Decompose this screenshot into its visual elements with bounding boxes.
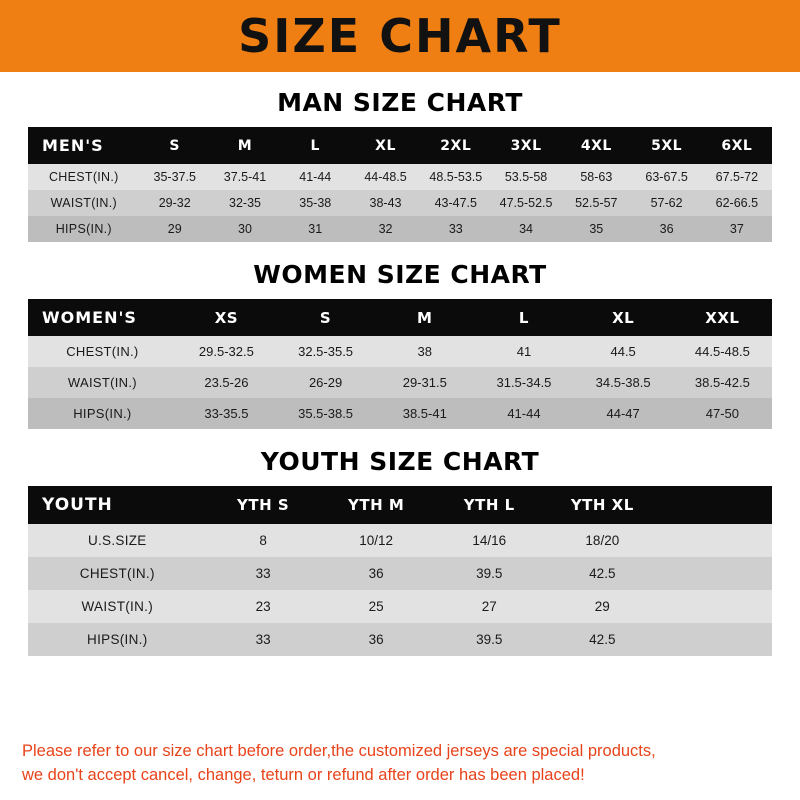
youth-ussize-s: 8 [259, 533, 267, 548]
women-table-body [28, 336, 772, 429]
youth-section-title: YOUTH SIZE CHART [260, 447, 540, 476]
youth-table-body [28, 524, 772, 656]
men-chest-5xl: 63-67.5 [645, 170, 688, 184]
women-hips-m: 38.5-41 [402, 406, 447, 421]
men-waist-6xl: 62-66.5 [715, 196, 759, 210]
men-waist-l: 35-38 [299, 196, 332, 210]
men-size-table [28, 127, 772, 242]
youth-table-header [28, 486, 772, 524]
youth-header-spacer [659, 486, 772, 524]
men-chest-4xl: 58-63 [580, 170, 613, 184]
youth-size-table [28, 486, 772, 656]
men-waist-m: 32-35 [229, 196, 261, 210]
youth-ussize-spacer [659, 524, 772, 557]
men-hips-3xl: 34 [519, 222, 533, 236]
women-waist-xs: 23.5-26 [204, 375, 249, 390]
men-chest-xl: 44-48.5 [364, 170, 407, 184]
men-header-2xl: 2XL [440, 137, 472, 154]
women-hips-s: 35.5-38.5 [298, 406, 354, 421]
table-row [28, 398, 772, 429]
header-banner [0, 0, 800, 72]
youth-header-yth-m: YTH M [348, 496, 405, 514]
youth-hips-l: 39.5 [476, 632, 503, 647]
women-hips-xs: 33-35.5 [204, 406, 249, 421]
youth-waist-s: 23 [255, 599, 271, 614]
women-chest-l: 41 [516, 344, 532, 359]
women-waist-l: 31.5-34.5 [496, 375, 552, 390]
women-section-title: WOMEN SIZE CHART [253, 260, 547, 289]
men-table-body [28, 164, 772, 242]
table-row [28, 190, 772, 216]
youth-header-label: YOUTH [42, 495, 113, 515]
men-waist-5xl: 57-62 [650, 196, 683, 210]
men-waist-2xl: 43-47.5 [434, 196, 477, 210]
women-header-m: M [417, 308, 433, 327]
youth-waist-spacer [659, 590, 772, 623]
youth-header-yth-xl: YTH XL [570, 496, 634, 514]
men-hips-m: 30 [238, 222, 252, 236]
women-chest-s: 32.5-35.5 [298, 344, 354, 359]
chart-content [0, 72, 800, 730]
youth-chest-label: CHEST(IN.) [79, 566, 155, 581]
men-waist-4xl: 52.5-57 [575, 196, 618, 210]
table-header-row [28, 127, 772, 164]
men-waist-xl: 38-43 [369, 196, 402, 210]
men-header-label: MEN'S [42, 136, 104, 155]
women-header-xl: XL [612, 308, 635, 327]
men-header-6xl: 6XL [721, 137, 753, 154]
youth-ussize-label: U.S.SIZE [87, 533, 147, 548]
women-hips-label: HIPS(IN.) [73, 406, 132, 421]
men-waist-label: WAIST(IN.) [50, 196, 117, 210]
men-hips-5xl: 36 [659, 222, 674, 236]
men-chest-l: 41-44 [299, 170, 332, 184]
page-title: SIZE CHART [238, 9, 562, 63]
youth-header-yth-s: YTH S [236, 496, 290, 514]
youth-hips-s: 33 [255, 632, 271, 647]
order-policy-note [0, 730, 800, 800]
men-header-3xl: 3XL [510, 137, 542, 154]
table-header-row [28, 299, 772, 336]
women-chest-label: CHEST(IN.) [66, 344, 139, 359]
women-header-s: S [319, 308, 332, 327]
men-chest-m: 37.5-41 [223, 170, 267, 184]
men-header-4xl: 4XL [580, 137, 612, 154]
women-size-table [28, 299, 772, 429]
women-table-header [28, 299, 772, 336]
table-row [28, 367, 772, 398]
women-header-xs: XS [214, 308, 239, 327]
youth-hips-label: HIPS(IN.) [87, 632, 148, 647]
women-header-xxl: XXL [705, 308, 740, 327]
women-chest-xl: 44.5 [610, 344, 636, 359]
men-hips-4xl: 35 [589, 222, 604, 236]
women-waist-xl: 34.5-38.5 [595, 375, 651, 390]
order-policy-note-line1: Please refer to our size chart before order,the customized jerseys are special products, [22, 742, 656, 761]
women-hips-xl: 44-47 [606, 406, 640, 421]
men-hips-s: 29 [167, 222, 182, 236]
men-header-s: S [169, 137, 181, 154]
table-header-row [28, 486, 772, 524]
youth-chest-s: 33 [255, 566, 271, 581]
youth-ussize-m: 10/12 [359, 533, 394, 548]
women-waist-s: 26-29 [308, 375, 343, 390]
youth-hips-m: 36 [368, 632, 384, 647]
table-row [28, 623, 772, 656]
youth-chest-l: 39.5 [476, 566, 503, 581]
men-section-title: MAN SIZE CHART [277, 88, 523, 117]
men-hips-6xl: 37 [729, 222, 744, 236]
youth-header-yth-l: YTH L [463, 496, 515, 514]
women-chest-xxl: 44.5-48.5 [694, 344, 750, 359]
men-chest-3xl: 53.5-58 [504, 170, 548, 184]
youth-waist-xl: 29 [594, 599, 610, 614]
table-row [28, 557, 772, 590]
table-row [28, 164, 772, 190]
order-policy-note-line2: we don't accept cancel, change, teturn or refund after order has been placed! [22, 766, 585, 785]
men-waist-3xl: 47.5-52.5 [499, 196, 553, 210]
women-waist-xxl: 38.5-42.5 [694, 375, 750, 390]
women-header-label: WOMEN'S [42, 308, 137, 327]
men-chest-6xl: 67.5-72 [715, 170, 759, 184]
men-header-l: L [310, 137, 320, 154]
women-hips-xxl: 47-50 [705, 406, 739, 421]
youth-waist-m: 25 [368, 599, 384, 614]
youth-chest-m: 36 [368, 566, 384, 581]
youth-ussize-xl: 18/20 [585, 533, 620, 548]
men-header-xl: XL [375, 137, 396, 154]
youth-hips-spacer [659, 623, 772, 656]
women-chest-m: 38 [417, 344, 432, 359]
men-hips-l: 31 [308, 222, 323, 236]
table-row [28, 524, 772, 557]
men-table-header [28, 127, 772, 164]
table-row [28, 336, 772, 367]
youth-chest-xl: 42.5 [589, 566, 616, 581]
men-chest-s: 35-37.5 [153, 170, 196, 184]
men-hips-xl: 32 [378, 222, 393, 236]
women-chest-xs: 29.5-32.5 [198, 344, 254, 359]
women-waist-m: 29-31.5 [402, 375, 447, 390]
men-hips-2xl: 33 [448, 222, 463, 236]
table-row [28, 590, 772, 623]
youth-hips-xl: 42.5 [589, 632, 616, 647]
men-header-m: M [237, 137, 253, 154]
youth-waist-l: 27 [481, 599, 497, 614]
youth-ussize-l: 14/16 [472, 533, 507, 548]
men-header-5xl: 5XL [651, 137, 683, 154]
women-header-l: L [518, 308, 529, 327]
men-waist-s: 29-32 [158, 196, 191, 210]
men-chest-2xl: 48.5-53.5 [429, 170, 483, 184]
women-waist-label: WAIST(IN.) [67, 375, 137, 390]
men-hips-label: HIPS(IN.) [55, 222, 112, 236]
women-hips-l: 41-44 [507, 406, 541, 421]
table-row [28, 216, 772, 242]
youth-chest-spacer [659, 557, 772, 590]
youth-waist-label: WAIST(IN.) [81, 599, 154, 614]
men-chest-label: CHEST(IN.) [48, 170, 119, 184]
